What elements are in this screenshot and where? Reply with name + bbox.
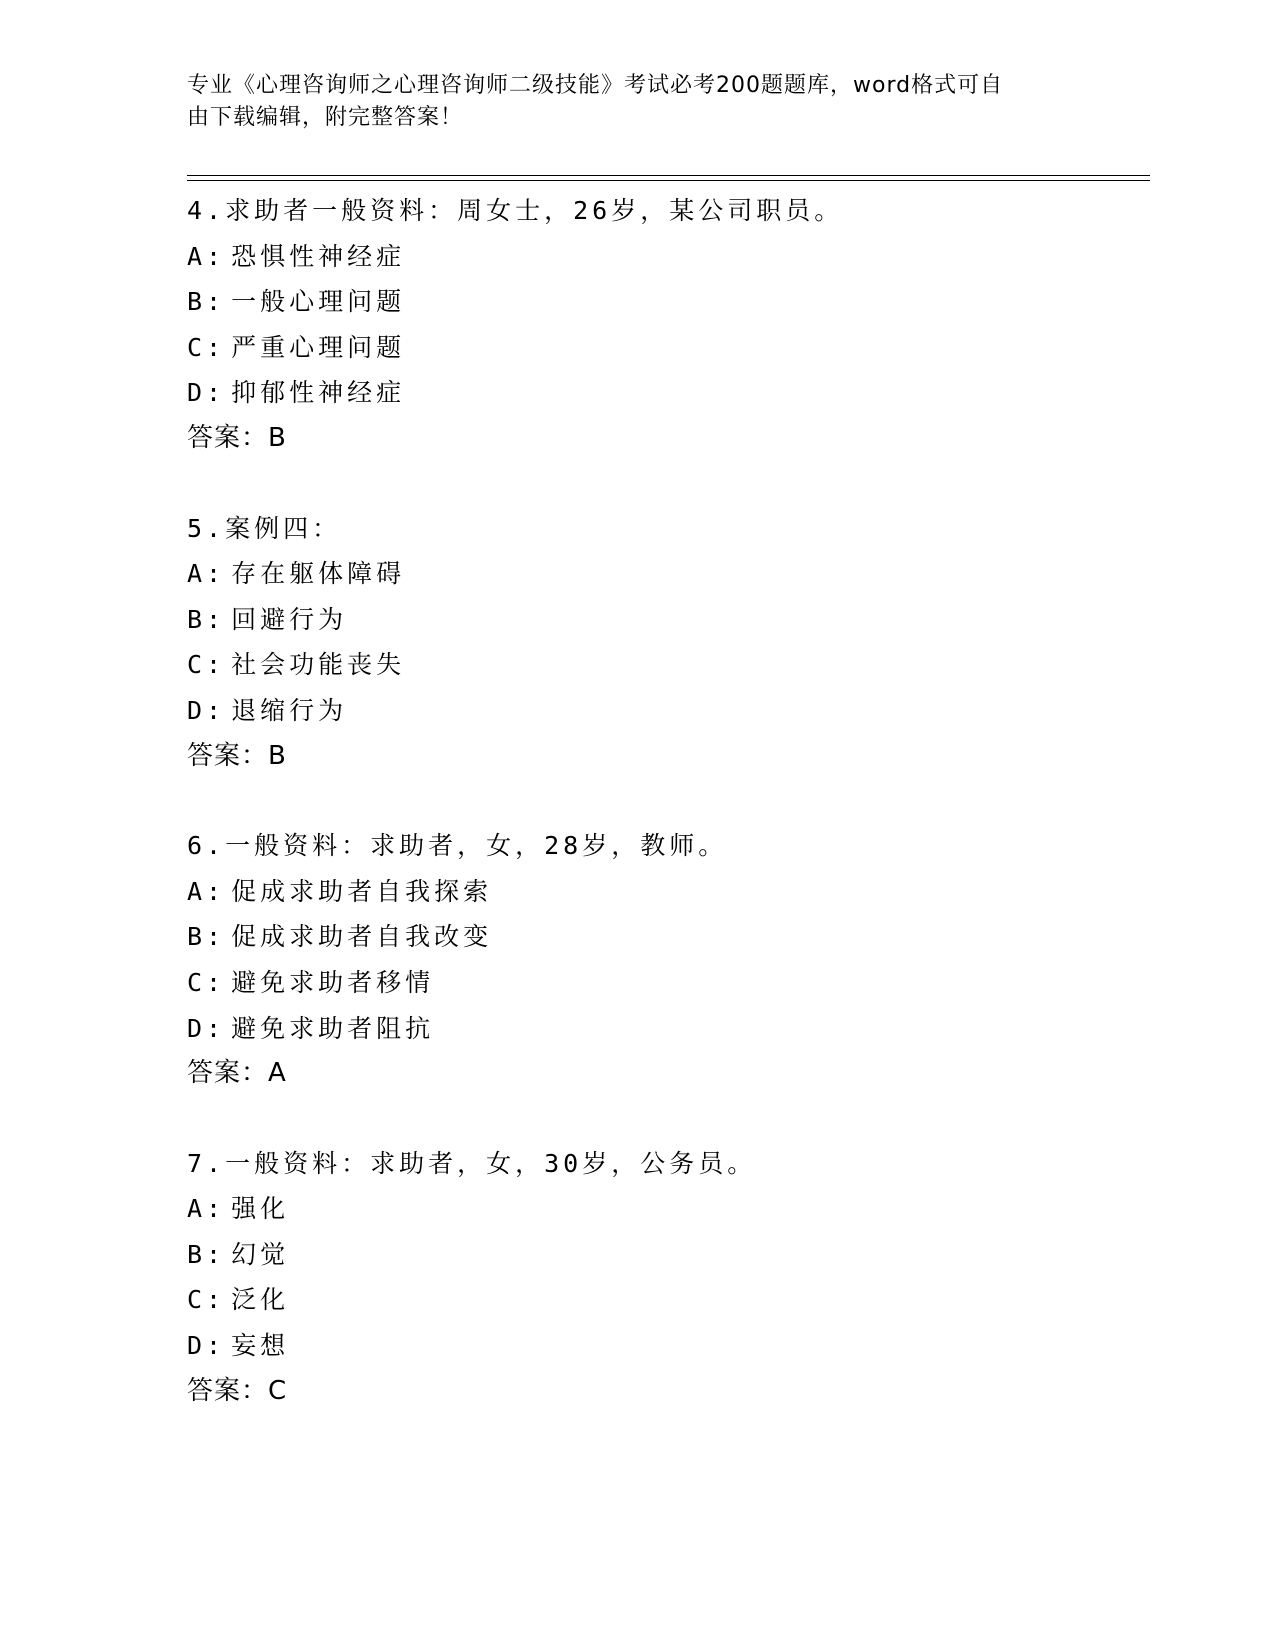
option-letter: C: bbox=[187, 967, 226, 997]
option-d bbox=[187, 370, 1147, 416]
option-b bbox=[187, 597, 1147, 643]
option-c bbox=[187, 1277, 1147, 1323]
option-text: 一般心理问题 bbox=[231, 287, 406, 317]
answer-line bbox=[187, 734, 1147, 780]
question-7 bbox=[187, 1141, 1147, 1415]
option-text: 妄想 bbox=[231, 1331, 290, 1361]
option-letter: D: bbox=[187, 1331, 226, 1361]
answer-label: 答案： bbox=[187, 422, 269, 453]
question-stem: 6.一般资料：求助者，女，28岁，教师。 bbox=[187, 831, 728, 861]
question-4 bbox=[187, 188, 1147, 462]
answer-value: B bbox=[268, 422, 287, 453]
header-divider-top bbox=[187, 175, 1150, 176]
option-b bbox=[187, 279, 1147, 325]
option-text: 退缩行为 bbox=[231, 695, 348, 725]
answer-value: B bbox=[268, 740, 287, 771]
answer-label: 答案： bbox=[187, 1058, 269, 1089]
question-stem: 7.一般资料：求助者，女，30岁，公务员。 bbox=[187, 1148, 757, 1178]
header-line-2: 由下载编辑，附完整答案！ bbox=[187, 105, 464, 130]
question-6 bbox=[187, 823, 1147, 1097]
answer-line bbox=[187, 1051, 1147, 1097]
option-b bbox=[187, 914, 1147, 960]
option-letter: C: bbox=[187, 1285, 226, 1315]
option-letter: D: bbox=[187, 1013, 226, 1043]
option-c bbox=[187, 325, 1147, 371]
answer-label: 答案： bbox=[187, 740, 269, 771]
question-stem: 4.求助者一般资料：周女士，26岁，某公司职员。 bbox=[187, 196, 844, 225]
option-text: 避免求助者移情 bbox=[231, 967, 435, 997]
option-text: 存在躯体障碍 bbox=[231, 559, 406, 589]
option-a bbox=[187, 234, 1147, 280]
document-header bbox=[187, 70, 1087, 134]
option-c bbox=[187, 960, 1147, 1006]
option-text: 社会功能丧失 bbox=[231, 650, 406, 680]
option-a bbox=[187, 869, 1147, 915]
question-list bbox=[187, 188, 1147, 1414]
option-a bbox=[187, 551, 1147, 597]
option-text: 避免求助者阻抗 bbox=[231, 1013, 435, 1043]
option-text: 幻觉 bbox=[231, 1239, 290, 1269]
option-a bbox=[187, 1186, 1147, 1232]
option-letter: B: bbox=[187, 604, 226, 634]
answer-value: C bbox=[268, 1375, 288, 1406]
question-5 bbox=[187, 506, 1147, 780]
option-letter: C: bbox=[187, 650, 226, 680]
option-text: 回避行为 bbox=[231, 604, 348, 634]
option-text: 促成求助者自我探索 bbox=[231, 876, 493, 906]
option-letter: D: bbox=[187, 378, 226, 408]
option-text: 严重心理问题 bbox=[231, 332, 406, 362]
answer-label: 答案： bbox=[187, 1375, 269, 1406]
option-d bbox=[187, 688, 1147, 734]
option-c bbox=[187, 642, 1147, 688]
option-text: 强化 bbox=[231, 1194, 290, 1224]
header-line-1: 专业《心理咨询师之心理咨询师二级技能》考试必考200题题库，word格式可自 bbox=[187, 73, 1004, 98]
option-letter: C: bbox=[187, 332, 226, 362]
option-d bbox=[187, 1323, 1147, 1369]
answer-line bbox=[187, 416, 1147, 462]
option-letter: B: bbox=[187, 287, 226, 317]
option-text: 促成求助者自我改变 bbox=[231, 922, 493, 952]
option-letter: B: bbox=[187, 922, 226, 952]
answer-line bbox=[187, 1369, 1147, 1415]
option-text: 抑郁性神经症 bbox=[231, 378, 406, 408]
question-stem: 5.案例四： bbox=[187, 513, 342, 543]
option-d bbox=[187, 1006, 1147, 1052]
option-text: 恐惧性神经症 bbox=[231, 241, 406, 271]
header-divider-bottom bbox=[187, 180, 1150, 181]
option-letter: A: bbox=[187, 241, 226, 271]
option-letter: A: bbox=[187, 1194, 226, 1224]
option-text: 泛化 bbox=[231, 1285, 290, 1315]
option-letter: A: bbox=[187, 876, 226, 906]
answer-value: A bbox=[268, 1058, 287, 1089]
option-letter: D: bbox=[187, 695, 226, 725]
option-letter: B: bbox=[187, 1239, 226, 1269]
option-letter: A: bbox=[187, 559, 226, 589]
option-b bbox=[187, 1232, 1147, 1278]
